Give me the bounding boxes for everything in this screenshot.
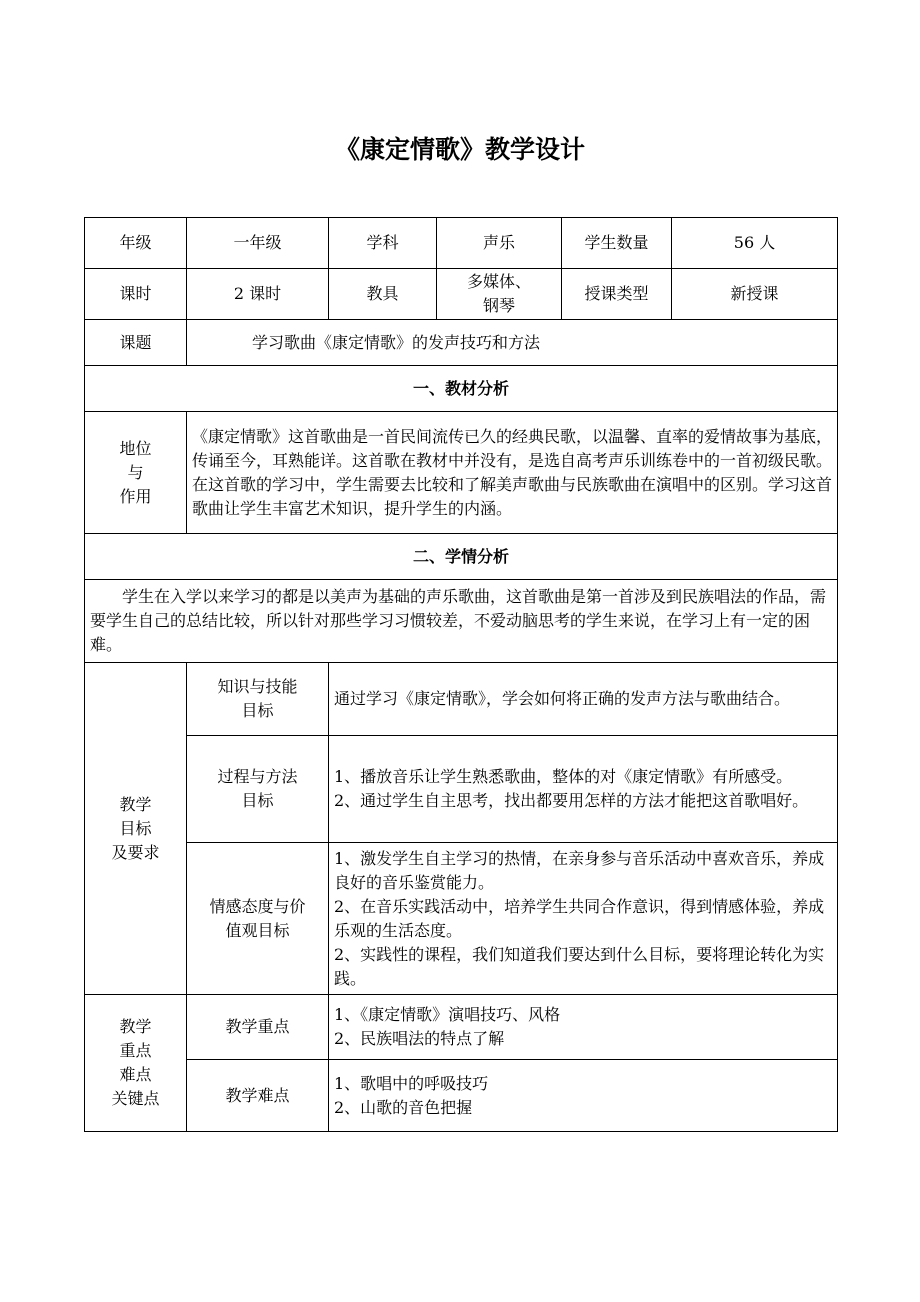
goal-knowledge-row [85,663,838,736]
knowledge-goal-text: 通过学习《康定情歌》，学会如何将正确的发声方法与歌曲结合。 [329,663,838,736]
students-value: 56 人 [672,218,838,269]
emotion-goal-text [329,843,838,995]
knowledge-goal-label-line: 知识与技能 [217,677,298,696]
hours-label: 课时 [85,269,187,320]
topic-label: 课题 [85,320,187,366]
emotion-goal-label-line: 情感态度与价 [209,896,306,916]
role-label-line: 作用 [119,486,152,506]
key-points-label-line: 教学 [119,1017,152,1036]
difficulty-label: 教学难点 [187,1060,329,1132]
hours-value: 2 课时 [187,269,329,320]
process-goal-label-line: 目标 [241,791,274,810]
difficulty-text [329,1060,838,1132]
type-label: 授课类型 [562,269,672,320]
focus-text [329,995,838,1060]
lesson-info-row [85,269,838,320]
goals-label-line: 目标 [119,818,152,838]
lesson-plan-table [84,217,838,1132]
goals-label-line: 教学 [119,794,152,814]
difficulty-item: 2、山歌的音色把握 [334,1097,473,1117]
section2-heading-row [85,534,838,580]
knowledge-goal-label [187,663,329,736]
process-goal-label [187,736,329,843]
process-goal-item: 1、播放音乐让学生熟悉歌曲，整体的对《康定情歌》有所感受。 [334,767,793,786]
process-goal-text [329,736,838,843]
key-points-label [85,995,187,1132]
emotion-goal-item: 2、实践性的课程，我们知道我们要达到什么目标，要将理论转化为实践。 [334,944,825,988]
section1-heading-row [85,366,838,412]
goals-label-line: 及要求 [111,842,160,862]
grade-value: 一年级 [187,218,329,269]
grade-label: 年级 [85,218,187,269]
difficulty-item: 1、歌唱中的呼吸技巧 [334,1073,489,1093]
emotion-goal-item: 2、在音乐实践活动中，培养学生共同合作意识，得到情感体验，养成乐观的生活态度。 [334,896,825,940]
key-points-label-line: 重点 [119,1041,152,1060]
goal-process-row [85,736,838,843]
basic-info-row [85,218,838,269]
key-points-label-line: 关键点 [111,1089,160,1108]
emotion-goal-item: 1、激发学生自主学习的热情，在亲身参与音乐活动中喜欢音乐，养成良好的音乐鉴赏能力。 [334,848,825,892]
role-label-line: 与 [127,462,144,482]
subject-label: 学科 [329,218,437,269]
section2-heading: 二、学情分析 [85,534,838,580]
learner-analysis-text: 学生在入学以来学习的都是以美声为基础的声乐歌曲，这首歌曲是第一首涉及到民族唱法的作品，需要学生自己的总结比较，所以针对那些学习习惯较差，不爱动脑思考的学生来说，在学习上有一定的困难。 [85,580,838,663]
knowledge-goal-label-line: 目标 [241,701,274,720]
emotion-goal-label [187,843,329,995]
page-title: 《康定情歌》教学设计 [334,135,585,164]
role-text: 《康定情歌》这首歌曲是一首民间流传已久的经典民歌，以温馨、直率的爱情故事为基底，传诵至今，耳熟能详。这首歌在教材中并没有，是选自高考声乐训练卷中的一首初级民歌。在这首歌的学习中，学生需要去比较和了解美声歌曲与民族歌曲在演唱中的区别。学习这首歌曲让学生丰富艺术知识，提升学生的内涵。 [187,412,838,534]
role-label [85,412,187,534]
tools-label: 教具 [329,269,437,320]
topic-row [85,320,838,366]
tools-value-line: 多媒体、 [466,272,531,291]
topic-value: 学习歌曲《康定情歌》的发声技巧和方法 [187,320,838,366]
key-points-label-line: 难点 [119,1065,152,1084]
tools-value-line: 钢琴 [482,296,515,315]
students-label: 学生数量 [562,218,672,269]
emotion-goal-label-line: 值观目标 [225,920,290,940]
key-focus-row [85,995,838,1060]
section1-content-row [85,412,838,534]
process-goal-label-line: 过程与方法 [217,767,298,786]
type-value: 新授课 [672,269,838,320]
goal-emotion-row [85,843,838,995]
goals-label [85,663,187,995]
tools-value [437,269,562,320]
focus-item: 2、民族唱法的特点了解 [334,1029,505,1048]
focus-item: 1、《康定情歌》演唱技巧、风格 [334,1005,561,1024]
section1-heading: 一、教材分析 [85,366,838,412]
subject-value: 声乐 [437,218,562,269]
focus-label: 教学重点 [187,995,329,1060]
section2-content-row [85,580,838,663]
role-label-line: 地位 [119,438,152,458]
process-goal-item: 2、通过学生自主思考，找出都要用怎样的方法才能把这首歌唱好。 [334,791,809,810]
key-difficulty-row [85,1060,838,1132]
